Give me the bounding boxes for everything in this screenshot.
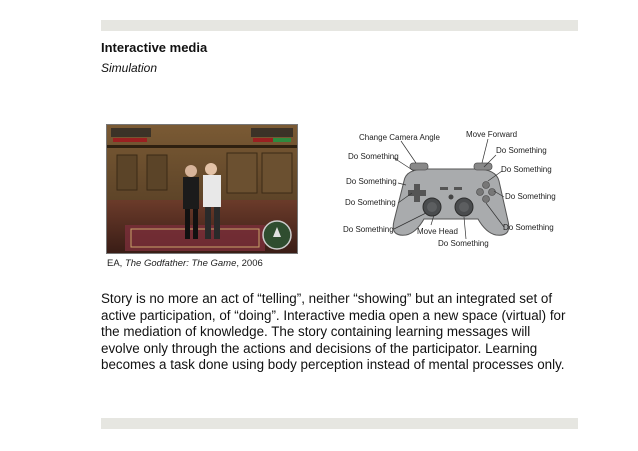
label-change-camera-angle: Change Camera Angle — [359, 133, 440, 142]
caption-game-title: The Godfather: The Game — [124, 258, 237, 269]
select-button — [440, 187, 448, 190]
slide-title: Interactive media — [101, 40, 208, 55]
caption-year: , 2006 — [236, 258, 263, 269]
controller-diagram — [336, 125, 566, 257]
label-do-something-4: Do Something — [346, 177, 397, 186]
label-do-something-3: Do Something — [501, 165, 552, 174]
right-shoulder-button — [474, 163, 492, 170]
home-button — [449, 195, 454, 200]
label-move-head: Move Head — [417, 227, 458, 236]
figure-caption — [107, 258, 263, 269]
body-paragraph: Story is no more an act of “telling”, neither “showing” but an integrated set of active participation, of “doing”. Interactive media open a new space (virtual) for the mediation of knowledge. The story containing learning messages will evolve only through the actions and decisions of the participator. Learning becomes a task done using body perception instead of mental processes only. — [101, 291, 566, 372]
game-screenshot — [106, 124, 298, 254]
label-do-something-8: Do Something — [503, 223, 554, 232]
footer-bar — [101, 418, 578, 429]
label-do-something-5: Do Something — [505, 192, 556, 201]
left-shoulder-button — [410, 163, 428, 170]
slide-subtitle: Simulation — [101, 61, 158, 75]
header-bar — [101, 20, 578, 31]
label-do-something-2: Do Something — [496, 146, 547, 155]
label-do-something-7: Do Something — [343, 225, 394, 234]
caption-prefix: EA, — [107, 258, 123, 269]
gamepad-illustration — [336, 125, 566, 257]
start-button — [454, 187, 462, 190]
label-do-something-6: Do Something — [345, 198, 396, 207]
label-do-something-9: Do Something — [438, 239, 489, 248]
label-move-forward: Move Forward — [466, 130, 518, 139]
game-scene-illustration — [107, 125, 297, 253]
label-do-something-1: Do Something — [348, 152, 399, 161]
